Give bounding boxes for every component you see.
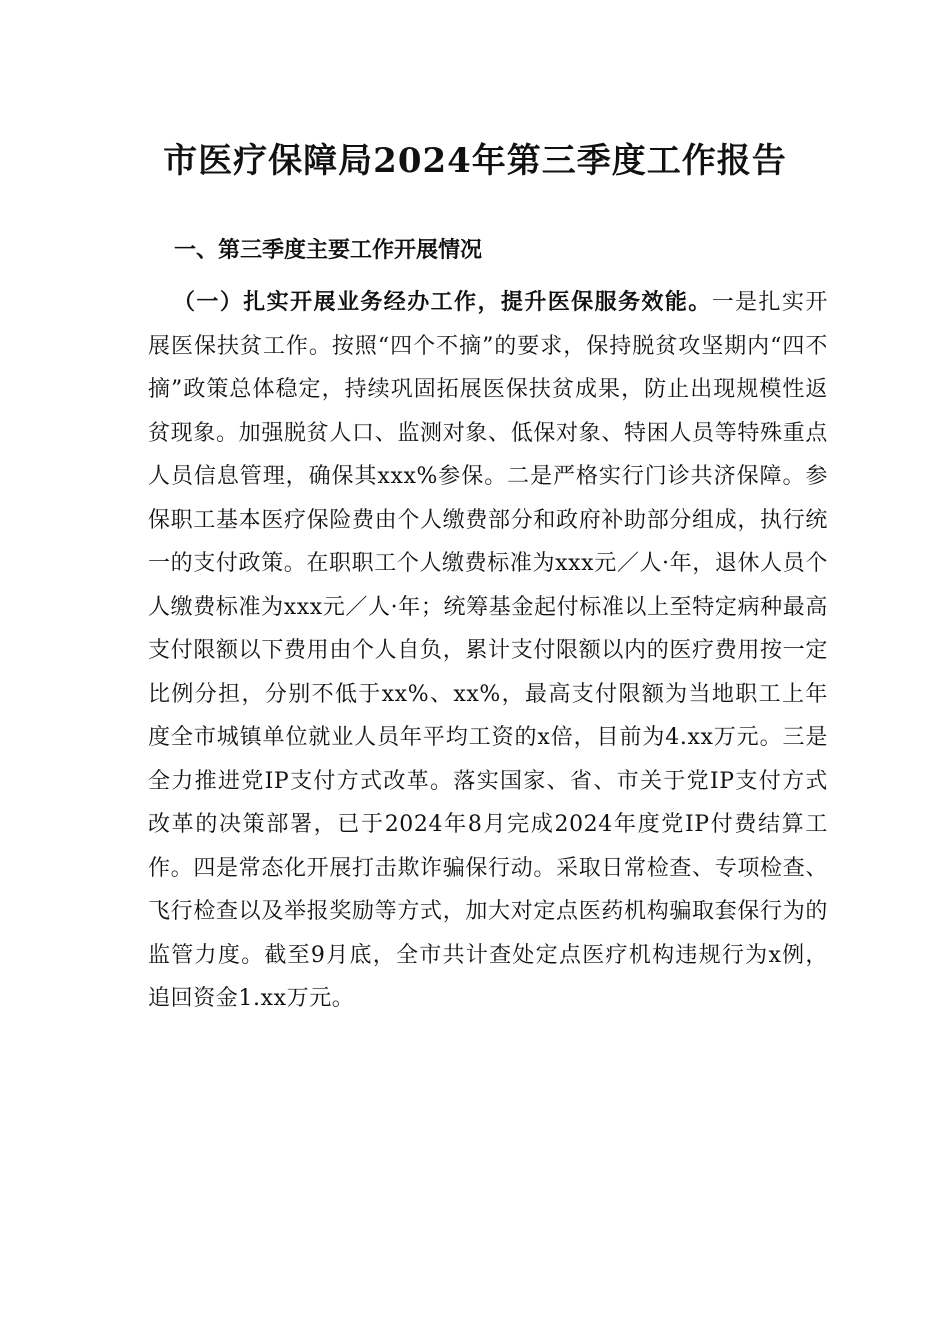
- section-heading: 一、第三季度主要工作开展情况: [174, 238, 483, 263]
- paragraph-lead: （一）扎实开展业务经办工作，提升医保服务效能。: [173, 289, 712, 315]
- paragraph-body: 一是扎实开展医保扶贫工作。按照“四个不摘”的要求，保持脱贫攻坚期内“四不摘”政策总体稳定，持续巩固拓展医保扶贫成果，防止出现规模性返贫现象。加强脱贫人口、监测对象、低保对象、特困人员等特殊重点人员信息管理，确保其xxx%参保。二是严格实行门诊共济保障。参保职工基本医疗保险费由个人缴费部分和政府补助部分组成，执行统一的支付政策。在职职工个人缴费标准为xxx元／人·年，退休人员个人缴费标准为xxx元／人·年；统筹基金起付标准以上至特定病种最高支付限额以下费用由个人自负，累计支付限额以内的医疗费用按一定比例分担，分别不低于xx%、xx%，最高支付限额为当地职工上年度全市城镇单位就业人员年平均工资的x倍，目前为4.xx万元。三是全力推进党IP支付方式改革。落实国家、省、市关于党IP支付方式改革的决策部署，已于2024年8月完成2024年度党IP付费结算工作。四是常态化开展打击欺诈骗保行动。采取日常检查、专项检查、飞行检查以及举报奖励等方式，加大对定点医药机构骗取套保行为的监管力度。截至9月底，全市共计查处定点医疗机构违规行为x例，追回资金1.xx万元。: [148, 290, 828, 1011]
- body-paragraph: [148, 281, 828, 1021]
- document-title: 市医疗保障局2024年第三季度工作报告: [163, 141, 787, 181]
